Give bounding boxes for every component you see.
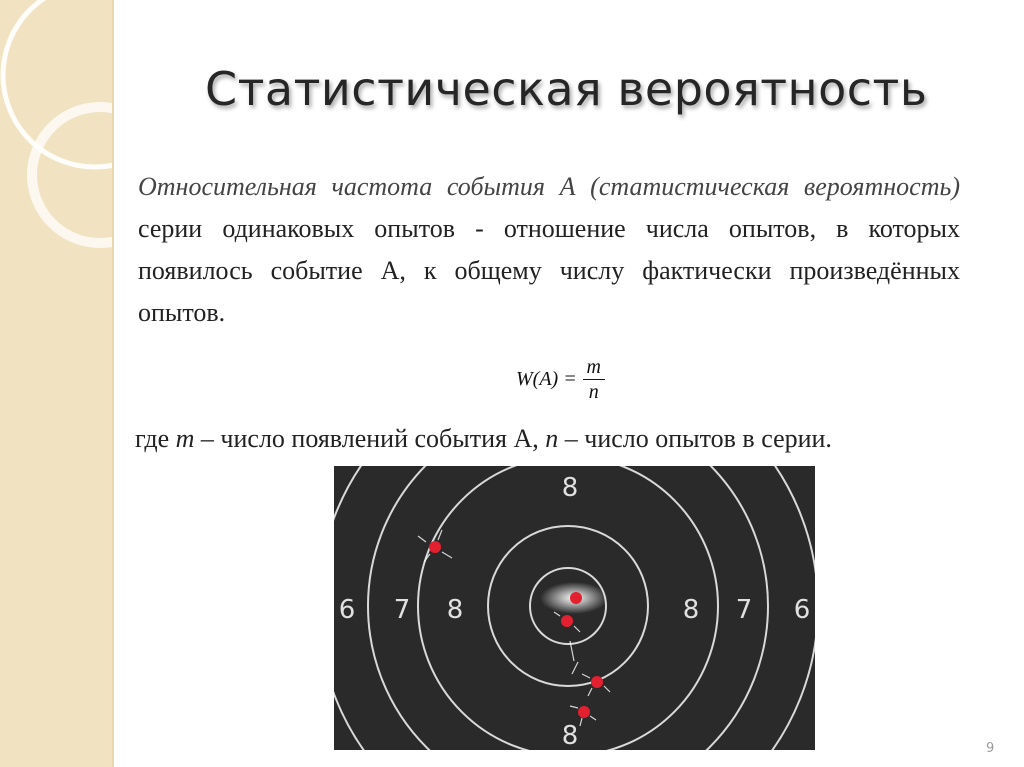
definition-text: серии одинаковых опытов - отношение числа опытов, в которых появилось событие А, к общему числу фактически произведённых опытов. bbox=[138, 214, 960, 327]
bullet-hole bbox=[570, 592, 582, 604]
bullet-hole bbox=[578, 706, 590, 718]
target-drawing bbox=[334, 466, 815, 750]
formula-fraction bbox=[583, 355, 605, 404]
bullet-hole bbox=[591, 676, 603, 688]
definition-term: Относительная частота события А (статистическая вероятность) bbox=[138, 172, 960, 201]
definition-paragraph bbox=[138, 166, 960, 334]
probability-formula bbox=[516, 355, 605, 404]
decorative-sidebar bbox=[0, 0, 114, 767]
ring-label-left-7: 7 bbox=[393, 595, 411, 625]
ring-label-top: 8 bbox=[561, 473, 579, 503]
formula-denominator: n bbox=[588, 381, 599, 403]
slide-title: Статистическая вероятность bbox=[205, 62, 928, 116]
where-suffix: – число опытов в серии. bbox=[558, 424, 832, 453]
ring-label-left-6: 6 bbox=[338, 595, 356, 625]
page-number: 9 bbox=[986, 741, 995, 756]
where-middle: – число появлений события А, bbox=[194, 424, 546, 453]
shooting-target-image bbox=[334, 466, 815, 750]
where-prefix: где bbox=[135, 424, 176, 453]
formula-lhs: W(A) = bbox=[516, 368, 577, 390]
where-n: n bbox=[545, 424, 559, 453]
ring-label-right-8: 8 bbox=[682, 595, 700, 625]
ring-label-left-8: 8 bbox=[446, 595, 464, 625]
formula-explanation bbox=[135, 424, 832, 454]
where-m: m bbox=[175, 424, 195, 453]
ring-label-bottom: 8 bbox=[561, 721, 579, 750]
hole-tear bbox=[570, 641, 578, 674]
ring-label-right-7: 7 bbox=[735, 595, 753, 625]
bullet-hole bbox=[429, 541, 441, 553]
formula-numerator: m bbox=[586, 356, 601, 378]
decorative-circles bbox=[0, 0, 112, 767]
ring-label-right-6: 6 bbox=[793, 595, 811, 625]
bullet-hole bbox=[561, 615, 573, 627]
